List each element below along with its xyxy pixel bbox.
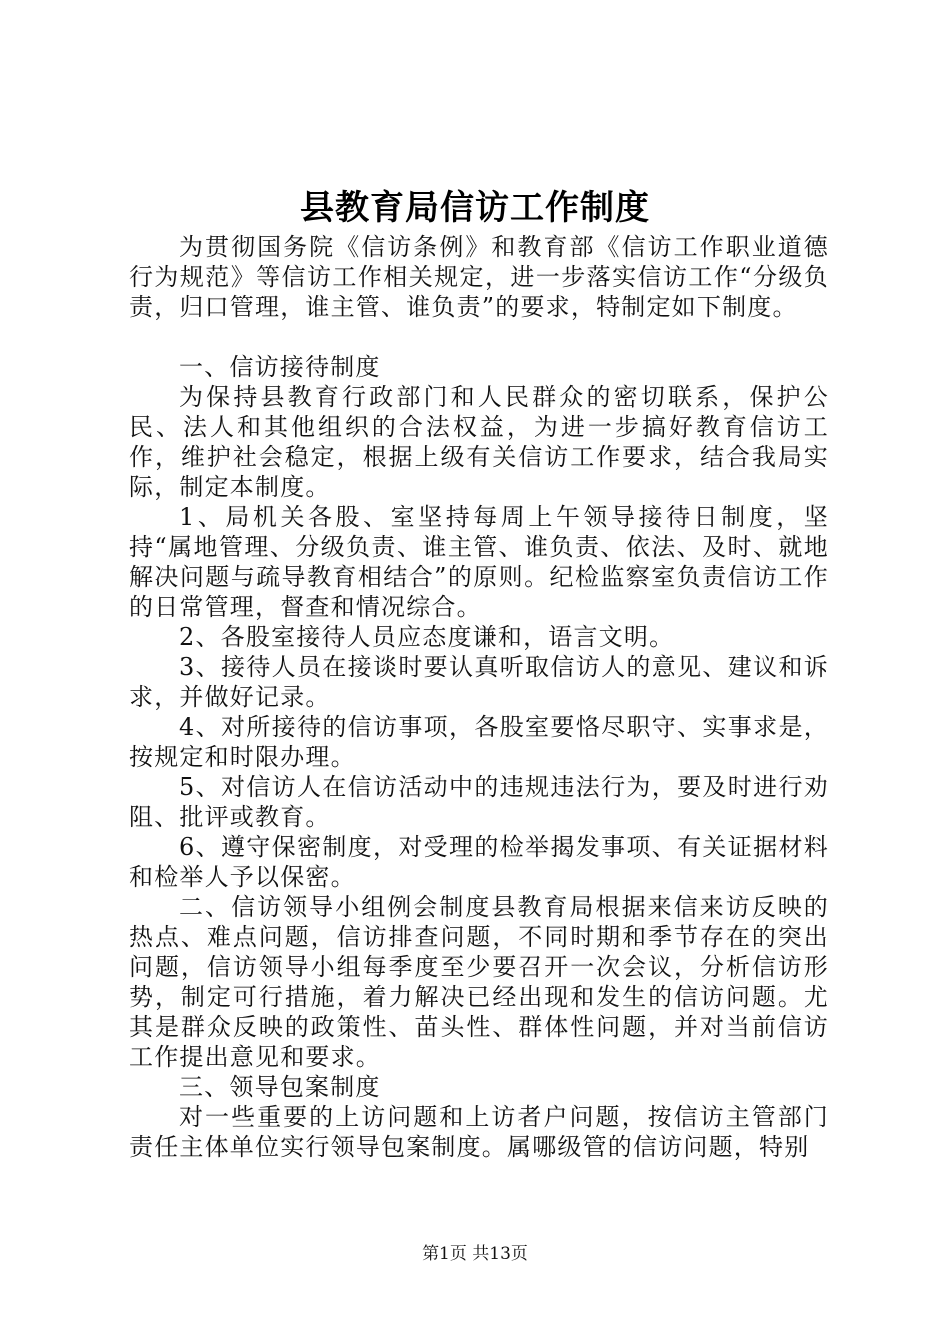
list-item: 5、对信访人在信访活动中的违规违法行为，要及时进行劝阻、批评或教育。 <box>129 773 829 831</box>
list-item: 4、对所接待的信访事项，各股室要恪尽职守、实事求是，按规定和时限办理。 <box>129 713 829 771</box>
document-title: 县教育局信访工作制度 <box>300 188 650 228</box>
paragraph: 对一些重要的上访问题和上访者户问题，按信访主管部门责任主体单位实行领导包案制度。属哪级管的信访问题，特别 <box>129 1103 829 1161</box>
section-paragraph-meeting: 二、信访领导小组例会制度县教育局根据来信来访反映的热点、难点问题，信访排查问题，不同时期和季节存在的突出问题，信访领导小组每季度至少要召开一次会议，分析信访形势，制定可行措施，着力解决已经出现和发生的信访问题。尤其是群众反映的政策性、苗头性、群体性问题，并对当前信访工作提出意见和要求。 <box>129 893 829 1071</box>
paragraph: 为保持县教育行政部门和人民群众的密切联系，保护公民、法人和其他组织的合法权益，为进一步搞好教育信访工作，维护社会稳定，根据上级有关信访工作要求，结合我局实际，制定本制度。 <box>129 383 829 501</box>
list-item: 1、局机关各股、室坚持每周上午领导接待日制度，坚持“属地管理、分级负责、谁主管、谁负责、依法、及时、就地解决问题与疏导教育相结合”的原则。纪检监察室负责信访工作的日常管理，督查和情况综合。 <box>129 503 829 621</box>
section-heading-reception: 一、信访接待制度 <box>179 353 381 381</box>
section-heading-leadership: 三、领导包案制度 <box>179 1073 381 1101</box>
paragraph-spacer <box>129 322 829 352</box>
page-footer: 第1页 共13页 <box>422 1244 528 1264</box>
document-body <box>129 232 829 1162</box>
intro-paragraph: 为贯彻国务院《信访条例》和教育部《信访工作职业道德行为规范》等信访工作相关规定，进一步落实信访工作“分级负责，归口管理，谁主管、谁负责”的要求，特制定如下制度。 <box>129 233 829 321</box>
list-item: 2、各股室接待人员应态度谦和，语言文明。 <box>179 623 675 651</box>
list-item: 6、遵守保密制度，对受理的检举揭发事项、有关证据材料和检举人予以保密。 <box>129 833 829 891</box>
list-item: 3、接待人员在接谈时要认真听取信访人的意见、建议和诉求，并做好记录。 <box>129 653 829 711</box>
